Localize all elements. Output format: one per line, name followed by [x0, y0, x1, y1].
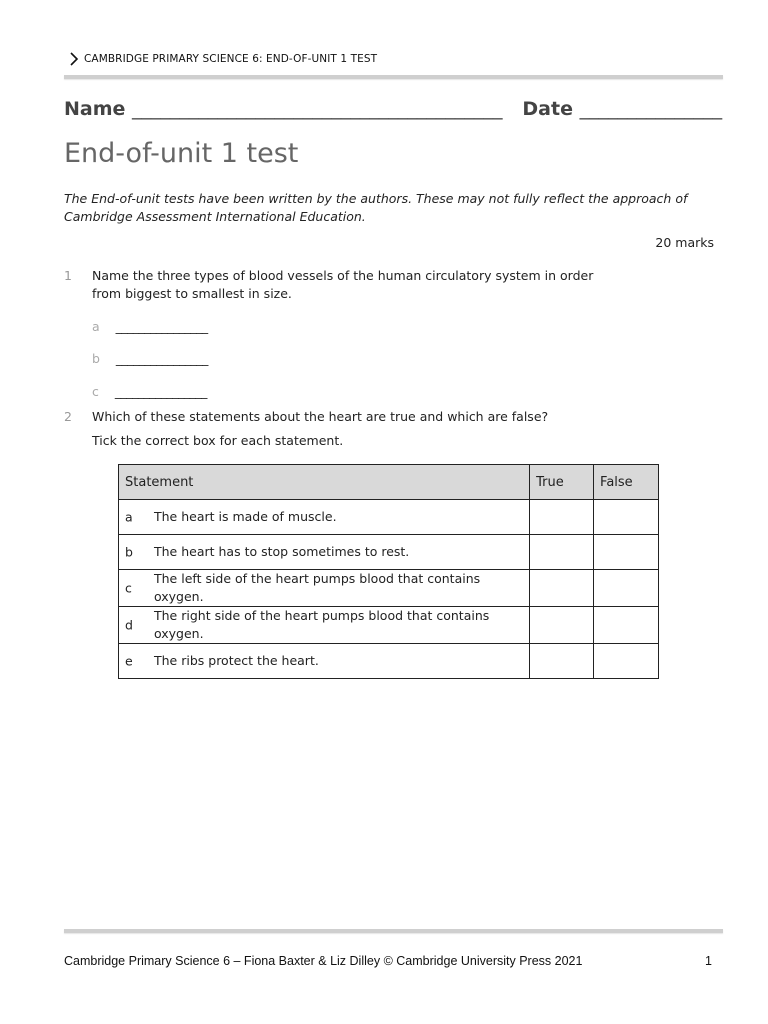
table-row — [119, 535, 659, 570]
running-header — [68, 52, 377, 66]
false-checkbox[interactable] — [594, 570, 659, 607]
true-checkbox[interactable] — [530, 535, 594, 570]
statement-cell — [119, 644, 530, 679]
true-false-table — [118, 464, 659, 679]
statement-text: The ribs protect the heart. — [154, 653, 319, 668]
answer-letter: a — [92, 319, 100, 334]
answer-blank[interactable]: ________________ — [115, 319, 208, 334]
true-header: True — [530, 465, 594, 500]
question-number: 2 — [64, 409, 72, 424]
statement-letter: b — [125, 544, 133, 560]
page-number: 1 — [705, 954, 712, 968]
false-checkbox[interactable] — [594, 607, 659, 644]
answer-line-a[interactable] — [92, 319, 208, 334]
instruction-text: Tick the correct box for each statement. — [92, 433, 344, 448]
statement-text: The heart is made of muscle. — [154, 509, 337, 524]
statement-letter: a — [125, 509, 133, 525]
table-header-row — [119, 465, 659, 500]
statement-text: The heart has to stop sometimes to rest. — [154, 544, 410, 559]
name-date-line — [64, 98, 722, 120]
false-checkbox[interactable] — [594, 500, 659, 535]
name-blank[interactable]: _______________________________________ — [132, 98, 503, 120]
statement-letter: c — [125, 580, 132, 596]
table-row — [119, 500, 659, 535]
question-text: Which of these statements about the heart are true and which are false? — [92, 409, 549, 424]
statement-letter: e — [125, 653, 133, 669]
answer-letter: b — [92, 351, 100, 366]
statement-cell — [119, 607, 530, 644]
table-row — [119, 644, 659, 679]
statement-cell — [119, 570, 530, 607]
true-checkbox[interactable] — [530, 607, 594, 644]
statement-text: The right side of the heart pumps blood that contains oxygen. — [154, 608, 490, 641]
true-checkbox[interactable] — [530, 570, 594, 607]
footer-rule — [64, 929, 723, 933]
answer-blank[interactable]: ________________ — [115, 351, 208, 366]
table-row — [119, 607, 659, 644]
statement-header: Statement — [119, 465, 530, 500]
footer-text: Cambridge Primary Science 6 – Fiona Baxter & Liz Dilley © Cambridge University Press 2021 — [64, 954, 583, 968]
date-blank[interactable]: _______________ — [579, 98, 723, 120]
answer-letter: c — [92, 384, 99, 399]
false-checkbox[interactable] — [594, 535, 659, 570]
disclaimer: The End-of-unit tests have been written by the authors. These may not fully reflect the approach of Cambridge Assessment International Education. — [64, 191, 688, 224]
total-marks: 20 marks — [655, 235, 714, 250]
question-number: 1 — [64, 268, 72, 283]
header-rule — [64, 75, 723, 79]
date-label: Date — [522, 98, 573, 120]
name-label: Name — [64, 98, 126, 120]
chevron-right-icon — [68, 52, 80, 66]
false-checkbox[interactable] — [594, 644, 659, 679]
statement-cell — [119, 500, 530, 535]
statement-letter: d — [125, 617, 133, 633]
statement-text: The left side of the heart pumps blood that contains oxygen. — [154, 571, 481, 604]
true-checkbox[interactable] — [530, 500, 594, 535]
page-title: End-of-unit 1 test — [64, 138, 299, 169]
true-checkbox[interactable] — [530, 644, 594, 679]
question-text: Name the three types of blood vessels of the human circulatory system in order from biggest to smallest in size. — [92, 268, 594, 301]
answer-blank[interactable]: ________________ — [114, 384, 207, 399]
header-text: CAMBRIDGE PRIMARY SCIENCE 6: END-OF-UNIT 1 TEST — [84, 53, 378, 65]
table-row — [119, 570, 659, 607]
answer-line-c[interactable] — [92, 384, 207, 399]
answer-line-b[interactable] — [92, 351, 208, 366]
statement-cell — [119, 535, 530, 570]
false-header: False — [594, 465, 659, 500]
